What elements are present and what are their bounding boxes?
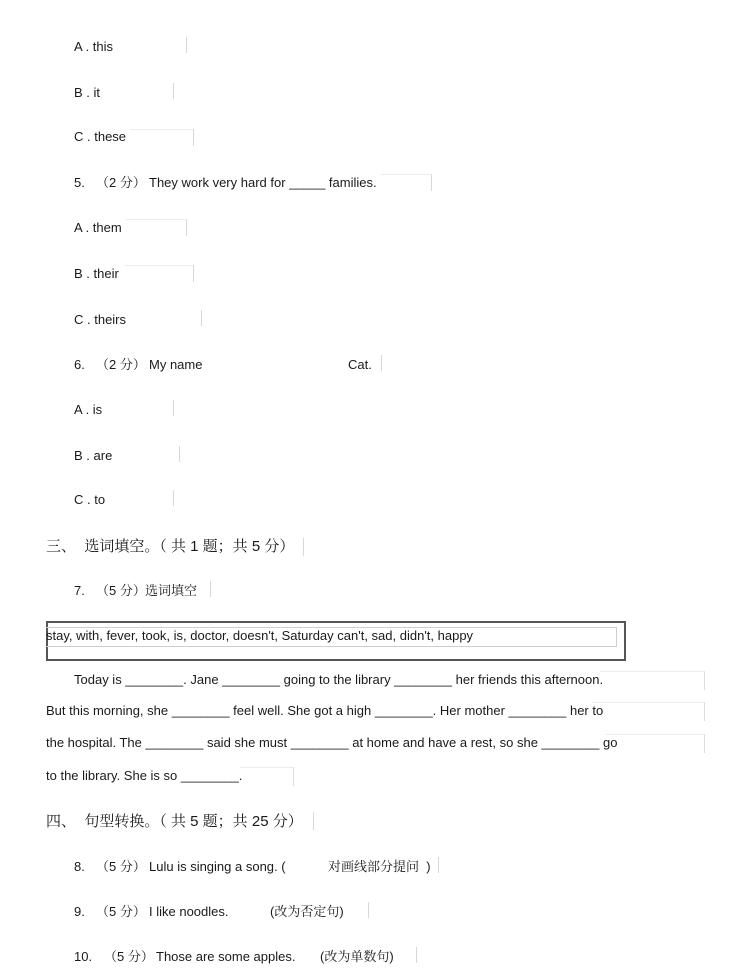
q6-option-b: B . are: [74, 448, 113, 463]
q10-frame: [410, 947, 417, 963]
q10-text: Those are some apples.: [156, 949, 296, 964]
passage-line-2: But this morning, she ________ feel well. She got a high ________. Her mother ________ her to: [46, 703, 604, 718]
q8-score: （5 分）: [96, 859, 146, 874]
section-4-title: 四、 句型转换。（ 共 5 题；共 25 分）: [46, 813, 303, 830]
q8-instruction: 对画线部分提问 ): [328, 859, 431, 874]
q5-number: 5.: [74, 175, 85, 190]
q8-number: 8.: [74, 859, 85, 874]
section-3-title: 三、 选词填空。（ 共 1 题；共 5 分）: [46, 538, 295, 555]
word-bank-box: [46, 621, 626, 661]
q7-number: 7.: [74, 583, 85, 598]
passage-line-1-frame: [600, 671, 705, 690]
q9-number: 9.: [74, 904, 85, 919]
q9-frame: [362, 902, 369, 918]
passage-line-3: the hospital. The ________ said she must ________ at home and have a rest, so she ________ go: [46, 735, 618, 750]
q4-option-b-frame: [168, 83, 174, 99]
q10-instruction: (改为单数句): [320, 949, 394, 964]
q6-option-b-frame: [174, 446, 180, 462]
q10-score: （5 分）: [104, 949, 154, 964]
passage-line-2-frame: [592, 702, 705, 721]
q5-option-c: C . theirs: [74, 312, 127, 327]
section-3-frame: [298, 538, 304, 556]
q9-score: （5 分）: [96, 904, 146, 919]
q6-option-c: C . to: [74, 492, 106, 507]
q6-option-a-frame: [168, 400, 174, 416]
passage-line-3-frame: [606, 734, 705, 753]
q5-option-b: B . their: [74, 266, 119, 281]
q10-number: 10.: [74, 949, 93, 964]
q8-frame: [432, 857, 439, 873]
q4-option-b: B . it: [74, 85, 101, 100]
word-bank: stay, with, fever, took, is, doctor, doesn't, Saturday can't, sad, didn't, happy: [46, 627, 617, 647]
q6-text-end: Cat.: [348, 357, 372, 372]
q6-number: 6.: [74, 357, 85, 372]
q7-score: （5 分）: [96, 583, 146, 598]
q5-option-b-frame: [124, 265, 194, 282]
q6-text-start: My name: [149, 357, 203, 372]
passage-line-4: to the library. She is so ________.: [46, 768, 243, 783]
q5-option-a: A . them: [74, 220, 122, 235]
q7-frame: [205, 581, 211, 597]
q4-option-c-frame: [130, 129, 194, 146]
q5-text: They work very hard for _____ families.: [149, 175, 377, 190]
passage-line-1: Today is ________. Jane ________ going to the library ________ her friends this afternoon.: [74, 672, 604, 687]
q6-option-a: A . is: [74, 402, 103, 417]
q5-score: （2 分）: [96, 175, 146, 190]
q5-frame: [380, 174, 432, 191]
q6-frame: [376, 355, 382, 371]
q9-instruction: (改为否定句): [270, 904, 344, 919]
passage-line-4-frame: [240, 767, 294, 786]
q4-option-a-frame: [180, 37, 187, 53]
q9-text: I like noodles.: [149, 904, 229, 919]
q4-option-c: C . these: [74, 129, 127, 144]
q4-option-a: A . this: [74, 39, 114, 54]
q5-option-c-frame: [196, 310, 202, 326]
q6-score: （2 分）: [96, 357, 146, 372]
q7-text: 选词填空: [145, 583, 198, 598]
q8-text: Lulu is singing a song. (: [149, 859, 286, 874]
q6-option-c-frame: [168, 490, 174, 506]
q5-option-a-frame: [126, 219, 187, 236]
section-4-frame: [308, 812, 314, 830]
